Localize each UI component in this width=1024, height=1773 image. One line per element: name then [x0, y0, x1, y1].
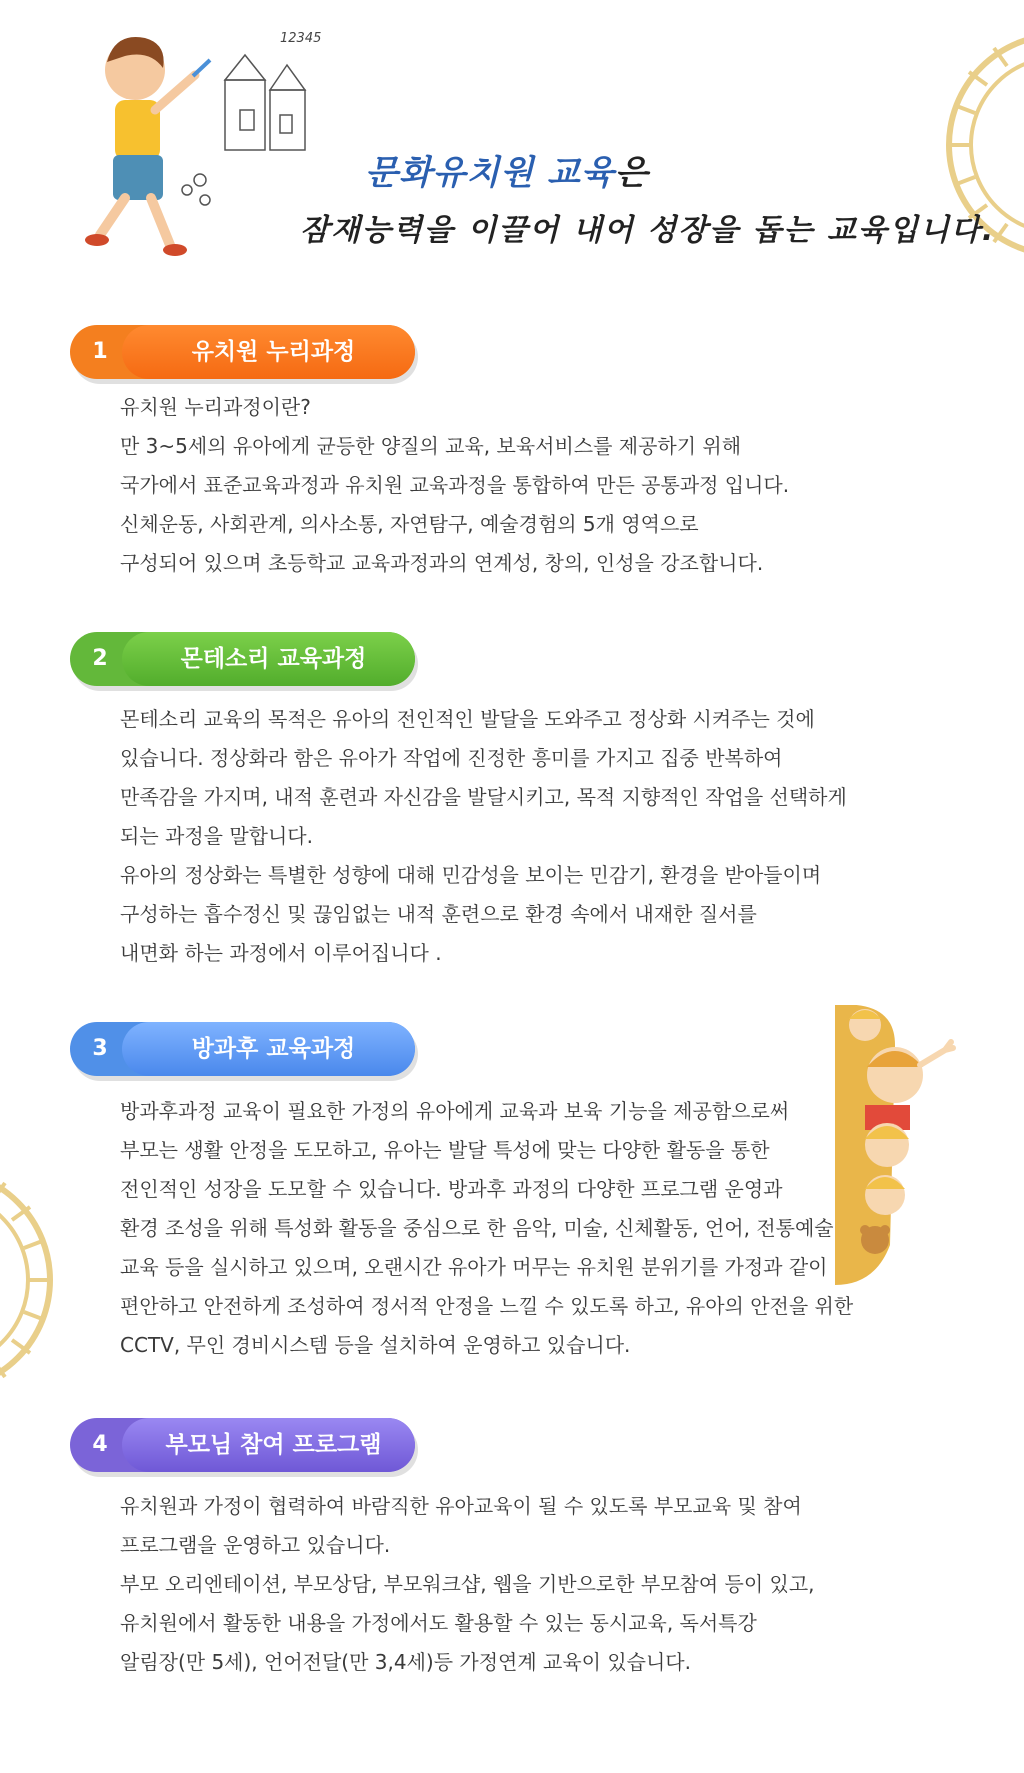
- body-line: 프로그램을 운영하고 있습니다.: [120, 1533, 391, 1557]
- body-line: 부모는 생활 안정을 도모하고, 유아는 발달 특성에 맞는 다양한 활동을 통한: [120, 1138, 770, 1162]
- body-line: 전인적인 성장을 도모할 수 있습니다. 방과후 과정의 다양한 프로그램 운영과: [120, 1177, 783, 1201]
- body-line: 유아의 정상화는 특별한 성향에 대해 민감성을 보이는 민감기, 환경을 받아들이며: [120, 863, 822, 887]
- svg-text:12345: 12345: [280, 31, 322, 46]
- section-2-header: [70, 632, 415, 686]
- hero-highlight: 문화유치원 교육: [365, 153, 615, 193]
- body-line: 국가에서 표준교육과정과 유치원 교육과정을 통합하여 만든 공통과정 입니다.: [120, 473, 790, 497]
- section-1-header: [70, 325, 415, 379]
- body-line: 부모 오리엔테이션, 부모상담, 부모워크샵, 웹을 기반으로한 부모참여 등이 있고,: [120, 1572, 815, 1596]
- section-number: 1: [92, 339, 108, 364]
- body-line: 편안하고 안전하게 조성하여 정서적 안정을 느낄 수 있도록 하고, 유아의 안전을 위한: [120, 1294, 854, 1318]
- section-title: 부모님 참여 프로그램: [165, 1432, 382, 1458]
- section-number: 2: [92, 646, 108, 671]
- section-title: 유치원 누리과정: [191, 339, 356, 365]
- section-number: 4: [92, 1432, 108, 1457]
- body-line: 구성되어 있으며 초등학교 교육과정과의 연계성, 창의, 인성을 강조합니다.: [120, 551, 764, 575]
- body-line: 내면화 하는 과정에서 이루어집니다 .: [120, 941, 442, 965]
- body-line: 되는 과정을 말합니다.: [120, 824, 313, 848]
- body-line: 유치원에서 활동한 내용을 가정에서도 활용할 수 있는 동시교육, 독서특강: [120, 1611, 757, 1635]
- body-line: 만 3~5세의 유아에게 균등한 양질의 교육, 보육서비스를 제공하기 위해: [120, 434, 742, 458]
- body-line: 만족감을 가지며, 내적 훈련과 자신감을 발달시키고, 목적 지향적인 작업을 선택하게: [120, 785, 847, 809]
- section-3-header: [70, 1022, 415, 1076]
- body-line: 있습니다. 정상화라 함은 유아가 작업에 진정한 흥미를 가지고 집중 반복하여: [120, 746, 783, 770]
- section-title: 몬테소리 교육과정: [180, 646, 367, 672]
- section-2-body: [120, 700, 940, 973]
- body-line: 유치원과 가정이 협력하여 바람직한 유아교육이 될 수 있도록 부모교육 및 참여: [120, 1494, 802, 1518]
- body-line: 교육 등을 실시하고 있으며, 오랜시간 유아가 머무는 유치원 분위기를 가정과 같이: [120, 1255, 828, 1279]
- body-line: 방과후과정 교육이 필요한 가정의 유아에게 교육과 보육 기능을 제공함으로써: [120, 1099, 790, 1123]
- body-line: 알림장(만 5세), 언어전달(만 3,4세)등 가정연계 교육이 있습니다.: [120, 1650, 691, 1674]
- body-line: 유치원 누리과정이란?: [120, 395, 311, 419]
- hero-headline: [365, 145, 649, 194]
- body-line: CCTV, 무인 경비시스템 등을 설치하여 운영하고 있습니다.: [120, 1333, 631, 1357]
- section-title: 방과후 교육과정: [191, 1036, 356, 1062]
- section-number: 3: [92, 1036, 108, 1061]
- hero-subheadline: 잠재능력을 이끌어 내어 성장을 돕는 교육입니다.: [300, 213, 996, 248]
- section-4-header: [70, 1418, 415, 1472]
- sun-ring-decoration-left: [0, 1130, 60, 1430]
- section-1-body: [120, 388, 940, 583]
- body-line: 환경 조성을 위해 특성화 활동을 중심으로 한 음악, 미술, 신체활동, 언어, 전통예술: [120, 1216, 834, 1240]
- body-line: 구성하는 흡수정신 및 끊임없는 내적 훈련으로 환경 속에서 내재한 질서를: [120, 902, 757, 926]
- hero-line1-suffix: 은: [614, 153, 649, 193]
- body-line: 몬테소리 교육의 목적은 유아의 전인적인 발달을 도와주고 정상화 시켜주는 것에: [120, 707, 815, 731]
- section-4-body: [120, 1487, 940, 1682]
- section-3-body: [120, 1092, 940, 1365]
- body-line: 신체운동, 사회관계, 의사소통, 자연탐구, 예술경험의 5개 영역으로: [120, 512, 699, 536]
